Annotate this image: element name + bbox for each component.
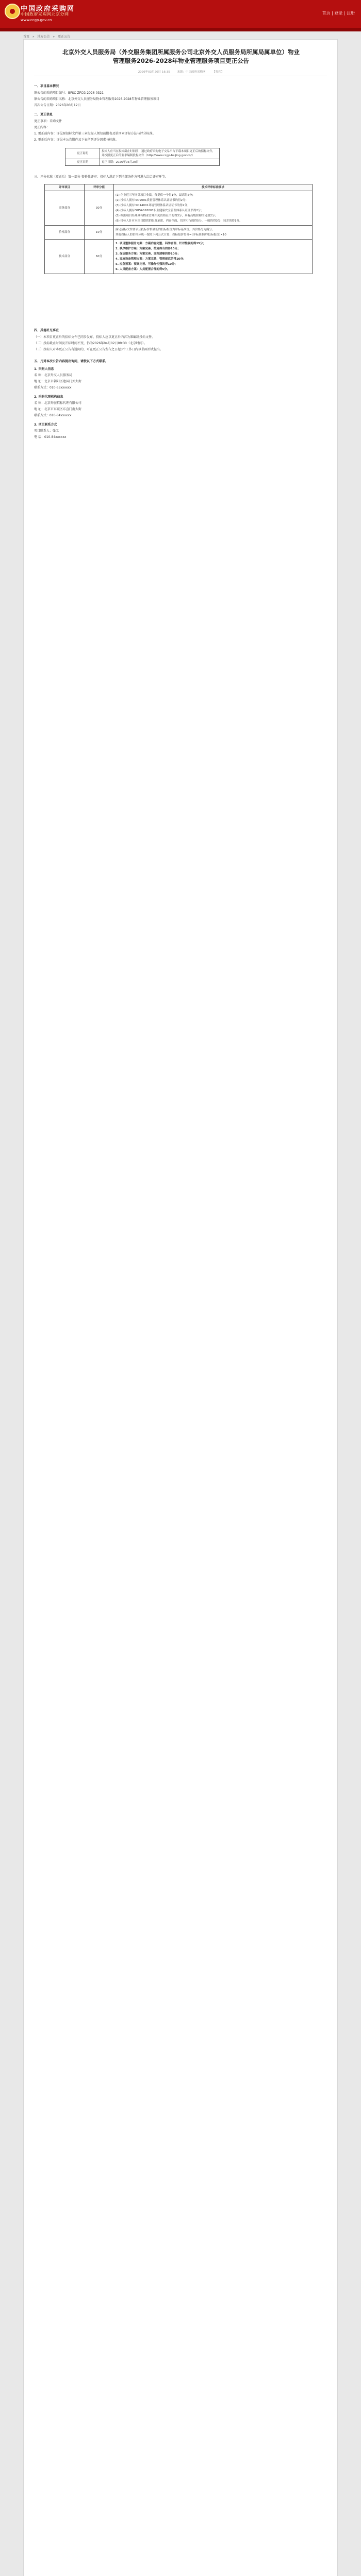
row-score: 30分 [85, 191, 114, 226]
row-name: 价格部分 [45, 226, 85, 240]
site-name[interactable]: 中国政府采购网 [21, 5, 75, 13]
paragraph: （二）投标截止时间及开标时间不变，仍为2026年04月02日09:30（北京时间）。 [34, 342, 147, 345]
article-title: 北京外交人员服务局（外交服务集团所属服务公司北京外交人员服务局所属局属单位）物业管理服务2026-2028年物业管理服务项目更正公告 [62, 48, 300, 64]
contact-line: 地 址：北京市东城区东直门南大街 [34, 408, 81, 411]
notice-box [65, 148, 220, 166]
contact-line: 联系方式：010-84xxxxxx [34, 414, 72, 417]
contact-line: 项目联系人：张工 [34, 429, 59, 433]
notice-date: 更正日期：2026年03月20日 [100, 159, 220, 166]
breadcrumb-sep: » [53, 35, 55, 39]
site-subtitle: 中国政府采购网北京分网 [21, 12, 69, 16]
paragraph: 原公告的采购项目名称：北京外交人员服务局物业管理服务2026-2028年物业管理服务项目 [34, 97, 159, 101]
notice-text: 投标人应当在投标截止时间前，通过政府采购电子交易平台下载本项目更正后的招标文件，并按照更正后的要求编制投标文件（http://www.ccgp-beijing.gov.cn/） [100, 148, 220, 159]
criteria-item: 1. 项目整体服务方案：方案内容完整、科学合理、针对性强的得15分； [116, 242, 206, 245]
paragraph: 原公告的采购项目编号：BFSC-ZFCG-2026-0321 [34, 91, 104, 95]
table-row [45, 226, 313, 240]
breadcrumb-home[interactable]: 首页 [23, 35, 30, 39]
notice-label: 更正说明 [65, 148, 100, 159]
print-link[interactable]: 【打印】 [212, 71, 224, 74]
notice-label: 更正日期 [65, 159, 100, 166]
criteria-item: (3) 投标人拥有ISO14001环境管理体系认证证书的得2分； [116, 204, 190, 207]
contact-heading: 2. 采购代理机构信息 [34, 395, 63, 399]
paragraph: 更正内容： [34, 126, 50, 129]
header-links[interactable]: 首页 | 登录 | 注册 [322, 11, 355, 15]
row-score: 60分 [85, 240, 114, 274]
criteria-item: 3. 保洁服务方案：方案完善、流程清晰的得10分； [116, 252, 180, 256]
col-header: 技术评审标准要求 [114, 184, 313, 191]
article-meta [55, 70, 307, 74]
criteria-item: (4) 投标人拥有OHSAS18001职业健康安全管理体系认证证书得2分； [116, 209, 204, 212]
col-header: 评审分值 [85, 184, 114, 191]
article-container [23, 39, 338, 2576]
row-criteria [114, 191, 313, 226]
row-criteria [114, 226, 313, 240]
section-heading: 五、凡对本次公告内容提出询问，请按以下方式联系。 [34, 360, 109, 363]
paragraph: 2. 更正后内容：详见本公告附件及下表所列评分因素与标准。 [34, 138, 119, 142]
paragraph: 更正事项：采购文件 [34, 120, 62, 123]
row-name: 技术部分 [45, 240, 85, 274]
section-heading: 二、更正信息 [34, 113, 53, 116]
contact-heading: 1. 采购人信息 [34, 367, 54, 371]
row-name: 商务部分 [45, 191, 85, 226]
criteria-item: 4. 设施设备管理方案：方案完善、管理规范的得10分； [116, 258, 186, 261]
contact-line: 电 话：010-84xxxxxx [34, 435, 67, 439]
paragraph: 三、评分标准（更正后）第一部分 资格性评审：投标人满足下列全部条件方可进入综合评审环节。 [34, 175, 168, 179]
criteria-item: 5. 应急预案：预案完善、可操作性强的得10分； [116, 263, 177, 266]
contact-line: 名 称：北京外服招标代理有限公司 [34, 401, 81, 405]
scoring-table [44, 184, 313, 274]
criteria-item: 满足招标文件要求且投标价格最低的投标报价为评标基准价，其价格分为满分。 [116, 228, 215, 231]
contact-line: 地 址：北京市朝阳区建国门外大街 [34, 380, 81, 383]
site-url: www.ccgp.gov.cn [21, 18, 52, 22]
paragraph: 首次公告日期：2026年03月12日 [34, 104, 81, 107]
row-criteria [114, 240, 313, 274]
breadcrumb [23, 34, 72, 39]
criteria-item: (6) 投标人针对本项目提供的服务承诺，内容全面、切实可行的得5分，一般的得3分，较差的得1分。 [116, 219, 242, 223]
breadcrumb-sep: » [32, 35, 35, 39]
paragraph: 1. 更正前内容：详见原招标文件第三章投标人须知前附表及第四章评标方法与评分标准。 [34, 132, 156, 135]
criteria-item: 2. 秩序维护方案：方案完善、措施得当的得10分； [116, 247, 180, 250]
contact-line: 联系方式：010-65xxxxxx [34, 386, 72, 389]
criteria-item: (5) 拟派项目经理具有物业管理相关资格证书的得3分，具有高级职称的另加2分； [116, 214, 218, 217]
paragraph: （三）投标人对本更正公告有疑问的，可在更正公告发布之日起3个工作日内以书面形式提出。 [34, 348, 163, 351]
table-row [45, 191, 313, 226]
contact-line: 名 称：北京外交人员服务局 [34, 374, 72, 377]
criteria-item: (2) 投标人拥有ISO9001质量管理体系认证证书的得2分； [116, 199, 188, 202]
header-band [0, 28, 361, 31]
breadcrumb-current[interactable]: 更正公告 [58, 35, 71, 39]
table-row [45, 240, 313, 274]
criteria-item: 其他投标人的价格分统一按照下列公式计算：投标报价得分=(评标基准价/投标报价)×10 [116, 233, 226, 236]
col-header: 评审项目 [45, 184, 85, 191]
paragraph: （一）本项目更正后的招标文件已同步发布，投标人应以更正后内容为准编制投标文件。 [34, 335, 155, 339]
source: 来源：中国政府采购网 [177, 71, 206, 74]
site-header [0, 0, 361, 28]
breadcrumb-local[interactable]: 地方公告 [37, 35, 50, 39]
contact-heading: 3. 项目联系方式 [34, 423, 57, 427]
publish-date: 2026年03月20日 16:35 [138, 71, 170, 74]
row-score: 10分 [85, 226, 114, 240]
section-heading: 一、项目基本情况 [34, 84, 59, 88]
criteria-item: 6. 人员配备方案：人员配置合理的得5分。 [116, 268, 170, 271]
criteria-item: (1) 企业近三年同类项目业绩，每提供一个得1分，最高得5分； [116, 194, 195, 197]
national-emblem-icon [5, 4, 20, 19]
section-heading: 四、其他补充事宜 [34, 329, 59, 332]
